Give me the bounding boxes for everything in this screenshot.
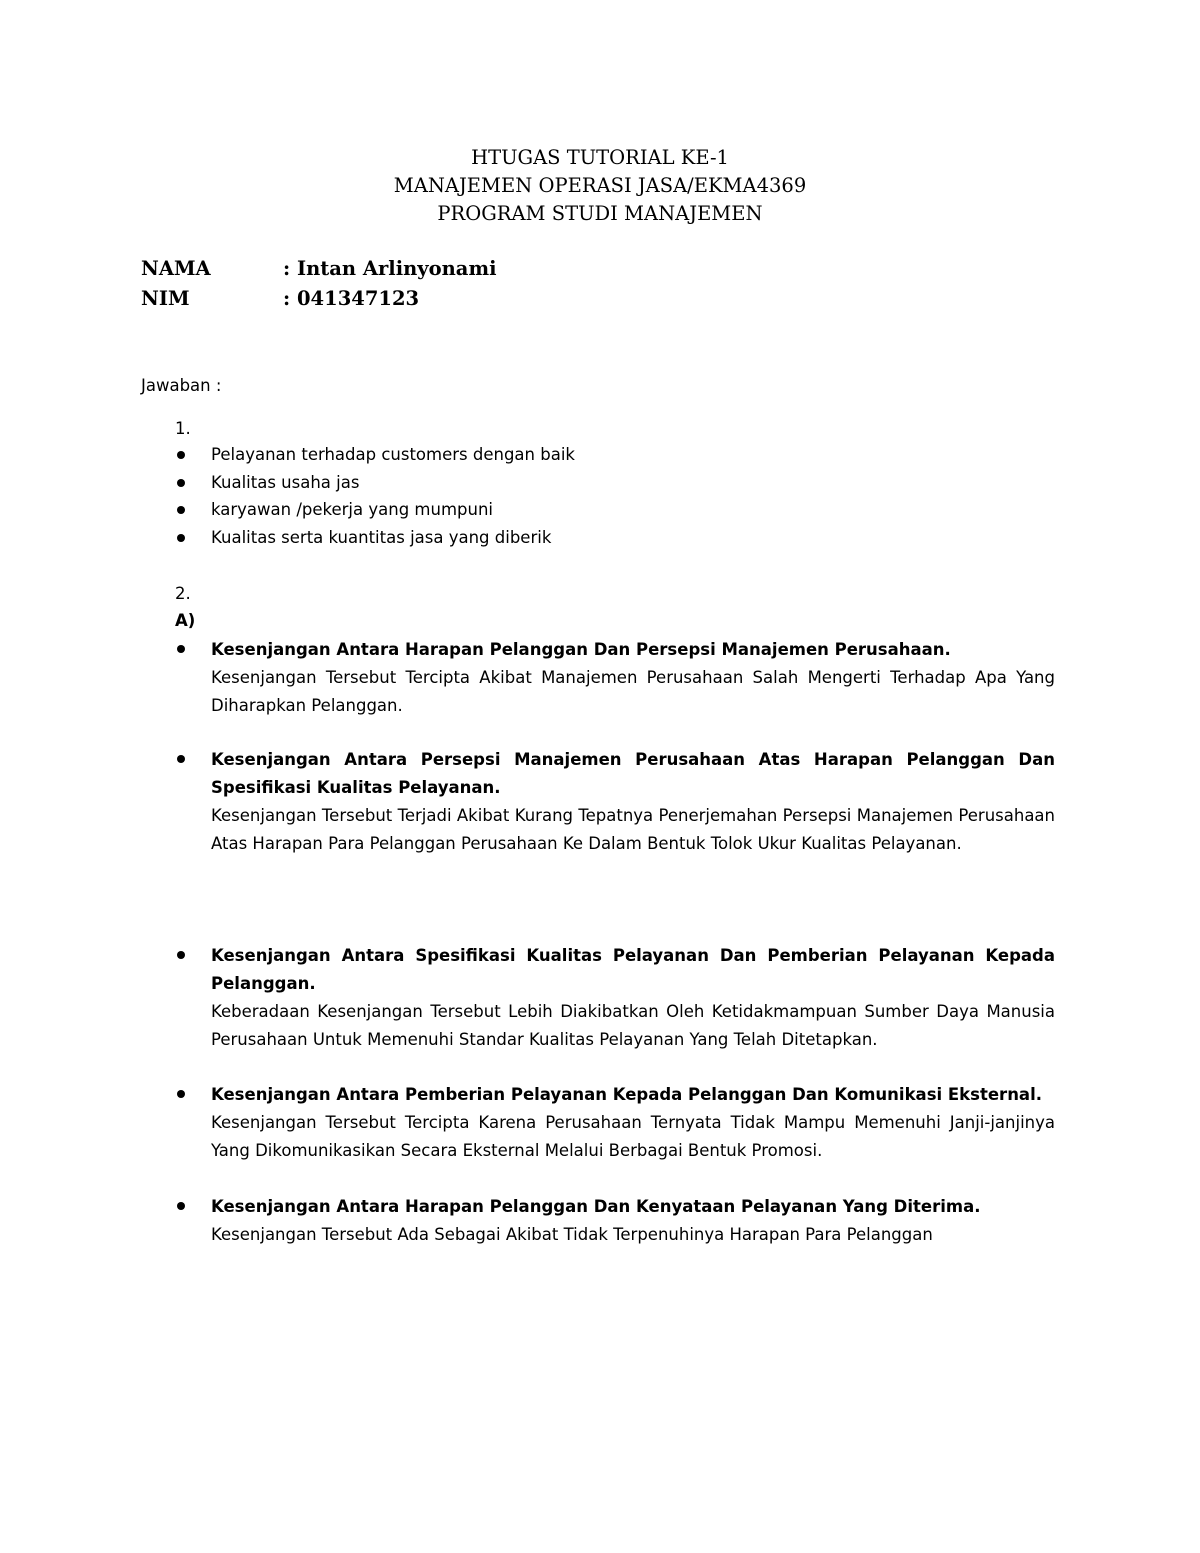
list-item-text: Pelayanan terhadap customers dengan baik	[211, 445, 575, 464]
name-label: NAMA	[141, 257, 211, 280]
gap-description: Keberadaan Kesenjangan Tersebut Lebih Diakibatkan Oleh Ketidakmampuan Sumber Daya Manusia Perusahaan Untuk Memenuhi Standar Kualitas Pelayanan Yang Telah Ditetapkan.	[211, 1002, 1055, 1049]
list-item	[175, 525, 1055, 553]
bullet-icon	[177, 951, 185, 959]
question-1-number: 1.	[175, 419, 191, 438]
gap-title: Kesenjangan Antara Spesifikasi Kualitas Pelayanan Dan Pemberian Pelayanan Kepada Pelanggan.	[211, 946, 1055, 993]
list-item-text: karyawan /pekerja yang mumpuni	[211, 500, 493, 519]
list-item	[175, 442, 1055, 470]
gap-description: Kesenjangan Tersebut Tercipta Karena Perusahaan Ternyata Tidak Mampu Memenuhi Janji-janjinya Yang Dikomunikasikan Secara Eksternal Melalui Berbagai Bentuk Promosi.	[211, 1113, 1055, 1160]
name-row	[141, 254, 496, 284]
header-line-1: HTUGAS TUTORIAL KE-1	[471, 146, 729, 169]
gap-item-1	[175, 636, 1055, 720]
header-line-3: PROGRAM STUDI MANAJEMEN	[437, 202, 763, 225]
question-2-sub-label: A)	[175, 611, 196, 630]
document-header	[0, 144, 1200, 228]
bullet-icon	[177, 1090, 185, 1098]
gap-item-3	[175, 942, 1055, 1054]
gap-description: Kesenjangan Tersebut Terjadi Akibat Kurang Tepatnya Penerjemahan Persepsi Manajemen Perusahaan Atas Harapan Para Pelanggan Perusahaan Ke Dalam Bentuk Tolok Ukur Kualitas Pelayanan.	[211, 806, 1055, 853]
gap-item-5	[175, 1193, 1055, 1249]
gap-description: Kesenjangan Tersebut Tercipta Akibat Manajemen Perusahaan Salah Mengerti Terhadap Apa Yang Diharapkan Pelanggan.	[211, 668, 1055, 715]
name-value: : Intan Arlinyonami	[283, 257, 497, 280]
header-line-2: MANAJEMEN OPERASI JASA/EKMA4369	[393, 174, 807, 197]
bullet-icon	[177, 479, 185, 487]
nim-value: : 041347123	[283, 287, 420, 310]
gap-description: Kesenjangan Tersebut Ada Sebagai Akibat Tidak Terpenuhinya Harapan Para Pelanggan	[211, 1225, 933, 1244]
bullet-icon	[177, 506, 185, 514]
question-2-number: 2.	[175, 584, 191, 603]
bullet-icon	[177, 1202, 185, 1210]
list-item	[175, 497, 1055, 525]
list-item-text: Kualitas usaha jas	[211, 472, 360, 492]
gap-item-4	[175, 1081, 1055, 1165]
identity-block	[141, 254, 496, 314]
nim-label: NIM	[141, 287, 190, 310]
bullet-icon	[177, 755, 185, 763]
nim-row	[141, 284, 496, 314]
gap-title: Kesenjangan Antara Persepsi Manajemen Perusahaan Atas Harapan Pelanggan Dan Spesifikasi Kualitas Pelayanan.	[211, 750, 1055, 797]
list-item	[175, 470, 1055, 498]
bullet-icon	[177, 451, 185, 459]
gap-title: Kesenjangan Antara Pemberian Pelayanan Kepada Pelanggan Dan Komunikasi Eksternal.	[211, 1085, 1042, 1104]
answer-label: Jawaban :	[141, 376, 222, 395]
list-item-text: Kualitas serta kuantitas jasa yang diberik	[211, 527, 552, 547]
gap-title: Kesenjangan Antara Harapan Pelanggan Dan Persepsi Manajemen Perusahaan.	[211, 640, 951, 659]
gap-item-2	[175, 746, 1055, 858]
bullet-icon	[177, 645, 185, 653]
question-1-list	[175, 442, 1055, 552]
bullet-icon	[177, 534, 185, 542]
gap-title: Kesenjangan Antara Harapan Pelanggan Dan Kenyataan Pelayanan Yang Diterima.	[211, 1197, 981, 1216]
